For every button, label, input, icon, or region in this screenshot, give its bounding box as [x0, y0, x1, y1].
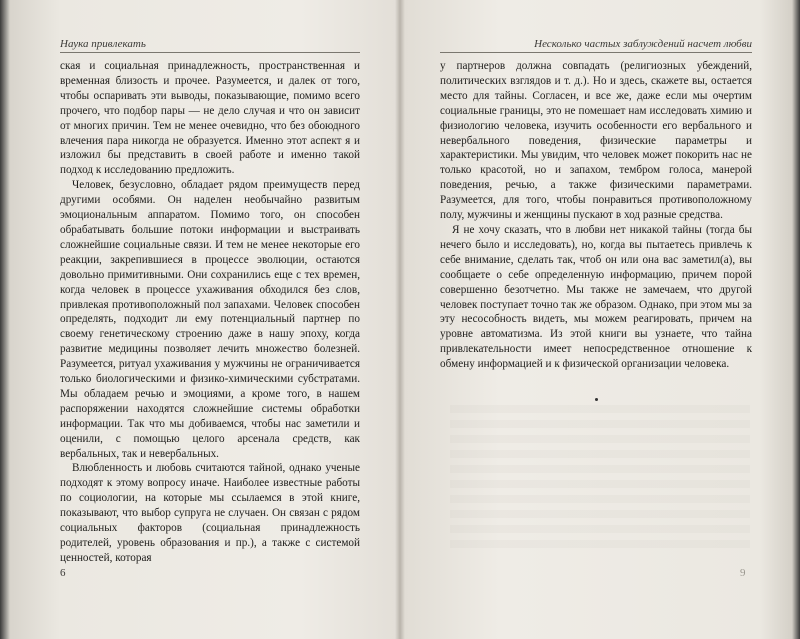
left-page-body — [60, 59, 360, 566]
paragraph: у партнеров должна совпадать (религиозных убеждений, политических взглядов и т. д.). Но и здесь, скажете вы, остается место для тайны. Согласен, и все же, даже если мы очертим социальные границы, это не помешает нам исследовать химию и физиологию человека, изучить особенности его вербального и невербального поведения, физические параметры и характеристики. Мы увидим, что человек может покорить нас не только красотой, но и запахом, тембром голоса, манерой поведения, речью, а также физическими параметрами. Разумеется, для того, чтобы понравиться противоположному полу, мужчины и женщины пускают в ход разные средства. — [440, 60, 752, 222]
right-page — [440, 38, 752, 372]
left-running-header: Наука привлекать — [60, 38, 360, 53]
paragraph: Человек, безусловно, обладает рядом преимуществ перед другими особями. Он наделен необычайно развитым эмоциональным аппаратом. Помимо того, он способен обрабатывать большие потоки информации и выстраивать сложнейшие социальные связи. И тем не менее некоторые его реакции, закрепившиеся в процессе эволюции, остаются довольно примитивными. Они сохранились еще с тех времен, когда человек в процессе ухаживания обходился без слов, привлекая противоположный пол запахами. Человек способен определять, подходит ли ему потенциальный партнер по своему генетическому строению даже в нашу эпоху, когда развитие медицины позволяет лечить множество болезней. Разумеется, ритуал ухаживания у мужчины не ограничивается только биологическими и физико-химическими субстратами. Мы обладаем речью и эмоциями, а кроме того, в нашем распоряжении находятся сложнейшие системы обработки информации. Так что мы добиваемся, чтобы нас заметили и оценили, с помощью целого арсенала средств, как вербальных, так и невербальных. — [60, 179, 360, 460]
left-page-number: 6 — [60, 567, 66, 579]
ink-dot — [595, 398, 598, 401]
paragraph: Влюбленность и любовь считаются тайной, однако ученые подходят к этому вопросу иначе. Наиболее известные работы по социологии, на которые мы ссылаемся в этой книге, показывают, что выбор супруга не случаен. Он связан с рядом социальных факторов (социальная принадлежность родителей, уровень образования и пр.), а также с системой ценностей, которая — [60, 462, 360, 564]
right-page-body — [440, 59, 752, 372]
right-page-number: 9 — [740, 567, 746, 579]
right-running-header: Несколько частых заблуждений насчет любви — [440, 38, 752, 53]
paragraph: Я не хочу сказать, что в любви нет никакой тайны (тогда бы нечего было и исследовать), но, когда вы пытаетесь привлечь к себе внимание, сделать так, чтоб он или она вас заметил(а), вы сообщаете о себе определенную информацию, причем порой совершенно безотчетно. Мы также не замечаем, что другой человек поступает точно так же образом. Однако, при этом мы за эту несособность видеть, мы можем реагировать, причем на уровне автоматизма. Из этой книги вы узнаете, что тайна привлекательности имеет непосредственное отношение к обмену информацией и к физической организации человека. — [440, 223, 752, 371]
bleed-through-text — [450, 405, 750, 555]
paragraph: ская и социальная принадлежность, пространственная и временная близость и прочее. Разумеется, и далек от того, чтобы оспаривать эти выводы, показывающие, помимо всего прочего, что подбор пары — не дело случая и что он зависит от многих причин. Тем не менее очевидно, что без обоюдного влечения пара никогда не образуется. Именно этот аспект я и изложил бы представить в своей работе и именно такой подход к исследованию предложить. — [60, 60, 360, 177]
left-page — [60, 38, 360, 566]
